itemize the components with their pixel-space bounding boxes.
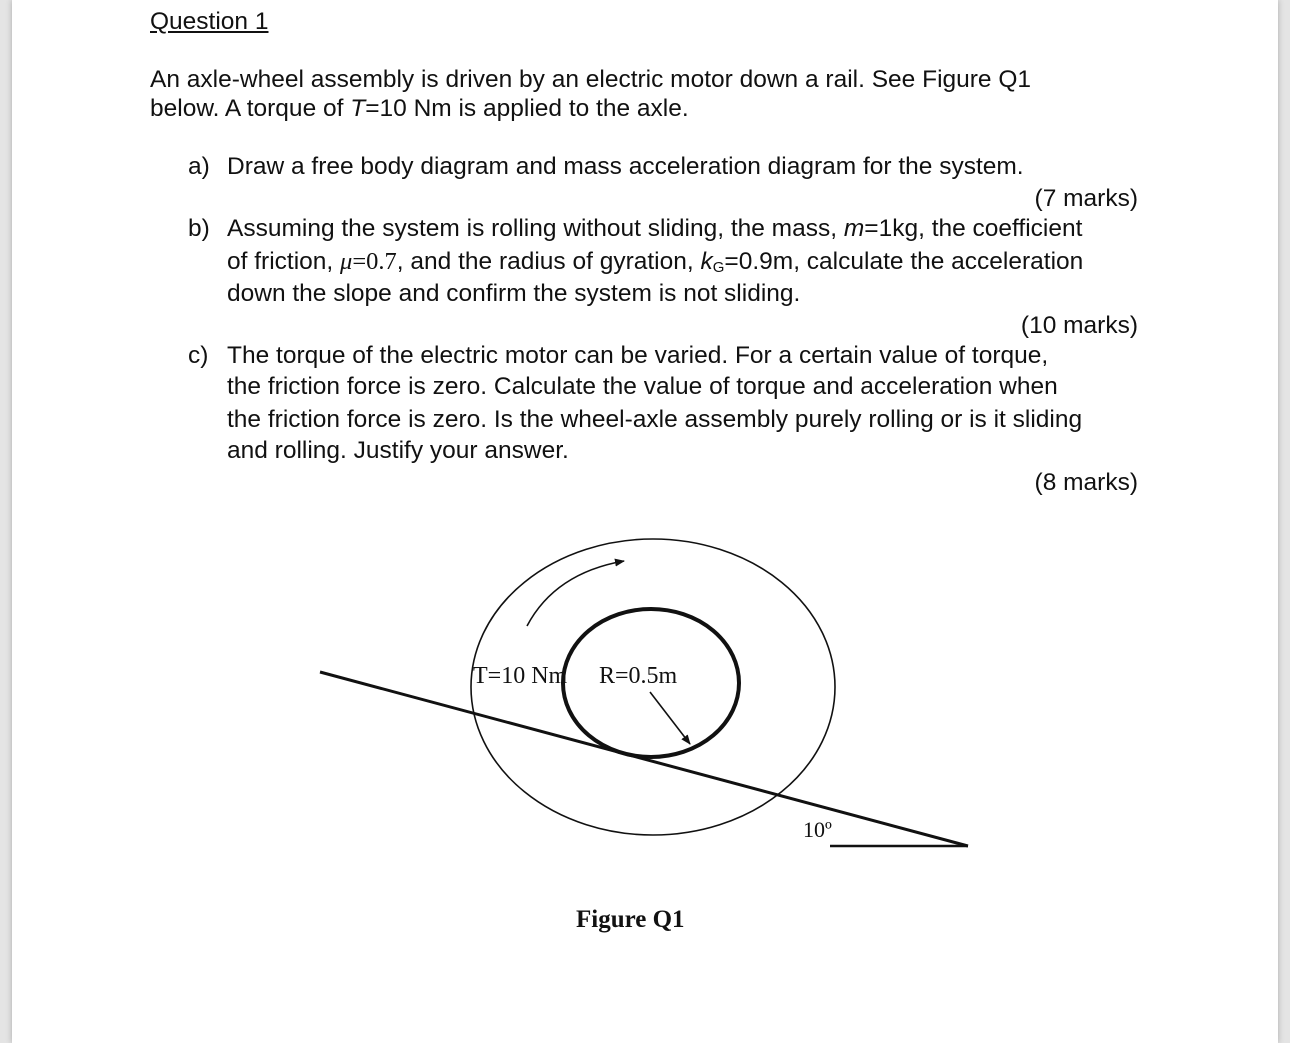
radius-arrow — [650, 692, 690, 744]
part-a-label: a) — [188, 153, 210, 180]
torque-label: T=10 Nm — [473, 663, 568, 689]
angle-label: 10º — [803, 817, 832, 842]
intro-line-1: An axle-wheel assembly is driven by an electric motor down a rail. See Figure Q1 — [150, 66, 1032, 93]
part-b-label: b) — [188, 215, 210, 242]
part-b-line-1: Assuming the system is rolling without sliding, the mass, m=1kg, the coefficient — [227, 215, 1083, 242]
part-c-line-1: The torque of the electric motor can be varied. For a certain value of torque, — [227, 342, 1049, 369]
figure-caption: Figure Q1 — [576, 906, 685, 933]
part-c-marks: (8 marks) — [1034, 469, 1138, 496]
question-heading: Question 1 — [150, 8, 269, 35]
part-b-line-3: down the slope and confirm the system is not sliding. — [227, 280, 801, 307]
part-c-label: c) — [188, 342, 209, 369]
radius-label: R=0.5m — [599, 663, 678, 689]
part-c-line-3: the friction force is zero. Is the wheel-axle assembly purely rolling or is it sliding — [227, 406, 1083, 433]
part-a-marks: (7 marks) — [1034, 185, 1138, 212]
intro-line-2: below. A torque of T=10 Nm is applied to the axle. — [150, 95, 689, 122]
incline-rail — [320, 672, 968, 846]
part-a-line-1: Draw a free body diagram and mass acceleration diagram for the system. — [227, 153, 1024, 180]
part-b-marks: (10 marks) — [1020, 312, 1138, 339]
torque-variable: T — [350, 95, 366, 122]
part-c-line-4: and rolling. Justify your answer. — [227, 437, 569, 464]
part-b-line-2: of friction, μ=0.7, and the radius of gyration, $k_G=0.9m$, calculate the acceleration — [227, 248, 1084, 276]
part-c-line-2: the friction force is zero. Calculate the value of torque and acceleration when — [227, 373, 1058, 400]
